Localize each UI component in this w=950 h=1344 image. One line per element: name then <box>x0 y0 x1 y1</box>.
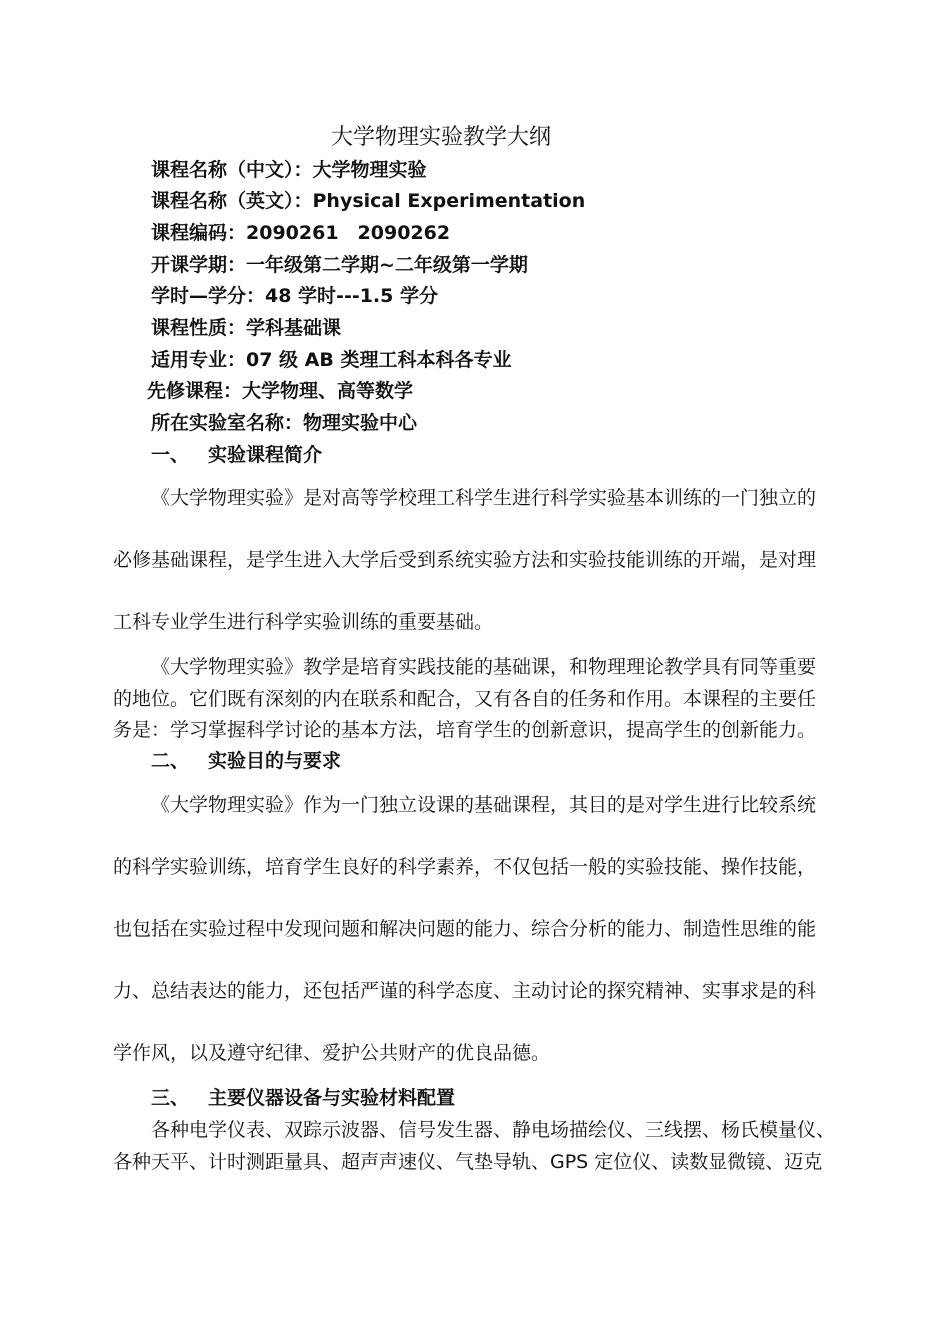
info-hours-credits: 学时—学分：48 学时---1.5 学分 <box>151 285 438 307</box>
info-course-code: 课程编码：2090261 2090262 <box>151 222 451 244</box>
section-1-p2-line-3: 务是：学习掌握科学讨论的基本方法，培育学生的创新意识，提高学生的创新能力。 <box>113 719 817 741</box>
section-2-number: 二、 <box>151 750 190 772</box>
section-3-heading: 主要仪器设备与实验材料配置 <box>208 1087 456 1109</box>
info-lab-name: 所在实验室名称：物理实验中心 <box>151 412 418 434</box>
info-applicable-major: 适用专业：07 级 AB 类理工科本科各专业 <box>151 349 512 371</box>
section-2-heading: 实验目的与要求 <box>208 750 342 772</box>
info-course-type: 课程性质：学科基础课 <box>151 317 342 339</box>
info-course-name-en: 课程名称（英文）：Physical Experimentation <box>151 190 586 212</box>
section-3-p1-line-1: 各种电学仪表、双踪示波器、信号发生器、静电场描绘仪、三线摆、杨氏模量仪、 <box>151 1119 836 1141</box>
section-2-p1-line-3: 也包括在实验过程中发现问题和解决问题的能力、综合分析的能力、制造性思维的能 <box>113 918 817 940</box>
section-2-p1-line-4: 力、总结表达的能力，还包括严谨的科学态度、主动讨论的探究精神、实事求是的科 <box>113 980 817 1002</box>
section-3-number: 三、 <box>151 1087 190 1109</box>
section-1-p2-line-1: 《大学物理实验》教学是培育实践技能的基础课，和物理理论教学具有同等重要 <box>151 656 817 678</box>
info-semester: 开课学期：一年级第二学期~二年级第一学期 <box>151 254 528 276</box>
section-1-p2-line-2: 的地位。它们既有深刻的内在联系和配合，又有各自的任务和作用。本课程的主要任 <box>113 688 817 710</box>
section-3-p1-line-2: 各种天平、计时测距量具、超声声速仪、气垫导轨、GPS 定位仪、读数显微镜、迈克 <box>113 1151 823 1173</box>
document-title: 大学物理实验教学大纲 <box>331 125 552 150</box>
section-1-p1-line-3: 工科专业学生进行科学实验训练的重要基础。 <box>113 611 494 633</box>
section-2-p1-line-1: 《大学物理实验》作为一门独立设课的基础课程，其目的是对学生进行比较系统 <box>151 794 817 816</box>
info-prerequisites: 先修课程：大学物理、高等数学 <box>147 380 414 402</box>
section-2-p1-line-5: 学作风，以及遵守纪律、爱护公共财产的优良品德。 <box>113 1042 551 1064</box>
info-course-name-cn: 课程名称（中文）：大学物理实验 <box>151 159 427 181</box>
section-2-p1-line-2: 的科学实验训练，培育学生良好的科学素养，不仅包括一般的实验技能、操作技能， <box>113 856 817 878</box>
section-1-p1-line-2: 必修基础课程，是学生进入大学后受到系统实验方法和实验技能训练的开端，是对理 <box>113 549 817 571</box>
section-1-heading: 实验课程简介 <box>208 444 323 466</box>
section-1-number: 一、 <box>151 444 190 466</box>
section-1-p1-line-1: 《大学物理实验》是对高等学校理工科学生进行科学实验基本训练的一门独立的 <box>151 487 817 509</box>
